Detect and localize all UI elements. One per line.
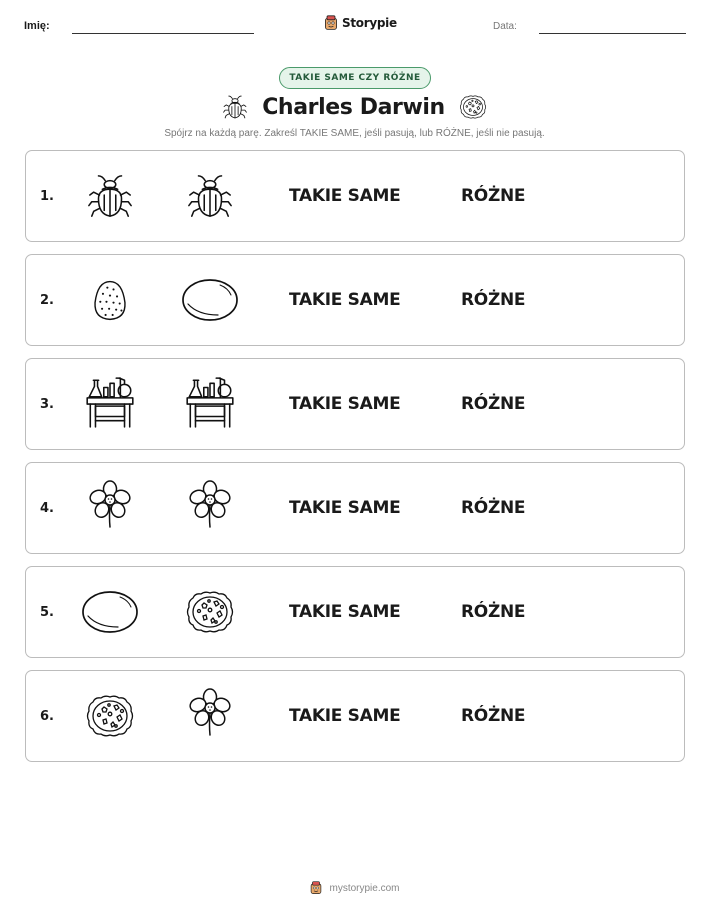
beetle-icon: [222, 94, 248, 120]
page-title: Charles Darwin: [262, 94, 445, 120]
flower-icon: [185, 686, 235, 742]
question-row: [25, 566, 685, 658]
egg-icon: [88, 275, 132, 325]
option-same[interactable]: TAKIE SAME: [289, 498, 401, 518]
pizza-icon: [185, 587, 235, 637]
option-same[interactable]: TAKIE SAME: [289, 394, 401, 414]
option-different[interactable]: RÓŻNE: [461, 706, 526, 726]
brand-logo: [323, 12, 397, 34]
footer: [0, 880, 709, 896]
option-different[interactable]: RÓŻNE: [461, 498, 526, 518]
option-different[interactable]: RÓŻNE: [461, 394, 526, 414]
footer-url[interactable]: mystorypie.com: [329, 882, 400, 894]
mascot-icon: [323, 14, 339, 32]
instructions: Spójrz na każdą parę. Zakreśl TAKIE SAME, jeśli pasują, lub RÓŻNE, jeśli nie pasują.: [164, 128, 545, 139]
lab-table-icon: [84, 374, 136, 430]
question-row: [25, 358, 685, 450]
question-row: [25, 150, 685, 242]
option-same[interactable]: TAKIE SAME: [289, 602, 401, 622]
date-input-line[interactable]: [539, 33, 686, 34]
question-number: 6.: [40, 708, 54, 724]
question-row: [25, 254, 685, 346]
mascot-icon: [309, 880, 323, 896]
question-number: 2.: [40, 292, 54, 308]
question-number: 1.: [40, 188, 54, 204]
option-different[interactable]: RÓŻNE: [461, 290, 526, 310]
flower-icon: [85, 478, 135, 534]
option-same[interactable]: TAKIE SAME: [289, 706, 401, 726]
pizza-icon: [85, 691, 135, 741]
question-number: 3.: [40, 396, 54, 412]
worksheet-type-badge: TAKIE SAME CZY RÓŻNE: [279, 67, 431, 89]
title-row: [0, 90, 709, 124]
stone-icon: [79, 587, 141, 637]
question-row: [25, 462, 685, 554]
question-number: 4.: [40, 500, 54, 516]
pizza-icon: [459, 93, 487, 121]
option-different[interactable]: RÓŻNE: [461, 186, 526, 206]
stone-icon: [179, 275, 241, 325]
flower-icon: [185, 478, 235, 534]
question-number: 5.: [40, 604, 54, 620]
date-label: Data:: [493, 21, 517, 32]
option-different[interactable]: RÓŻNE: [461, 602, 526, 622]
option-same[interactable]: TAKIE SAME: [289, 186, 401, 206]
name-input-line[interactable]: [72, 33, 254, 34]
option-same[interactable]: TAKIE SAME: [289, 290, 401, 310]
lab-table-icon: [184, 374, 236, 430]
brand-name: Storypie: [342, 16, 397, 30]
beetle-icon: [86, 172, 134, 220]
name-label: Imię:: [24, 20, 50, 32]
beetle-icon: [186, 172, 234, 220]
question-row: [25, 670, 685, 762]
